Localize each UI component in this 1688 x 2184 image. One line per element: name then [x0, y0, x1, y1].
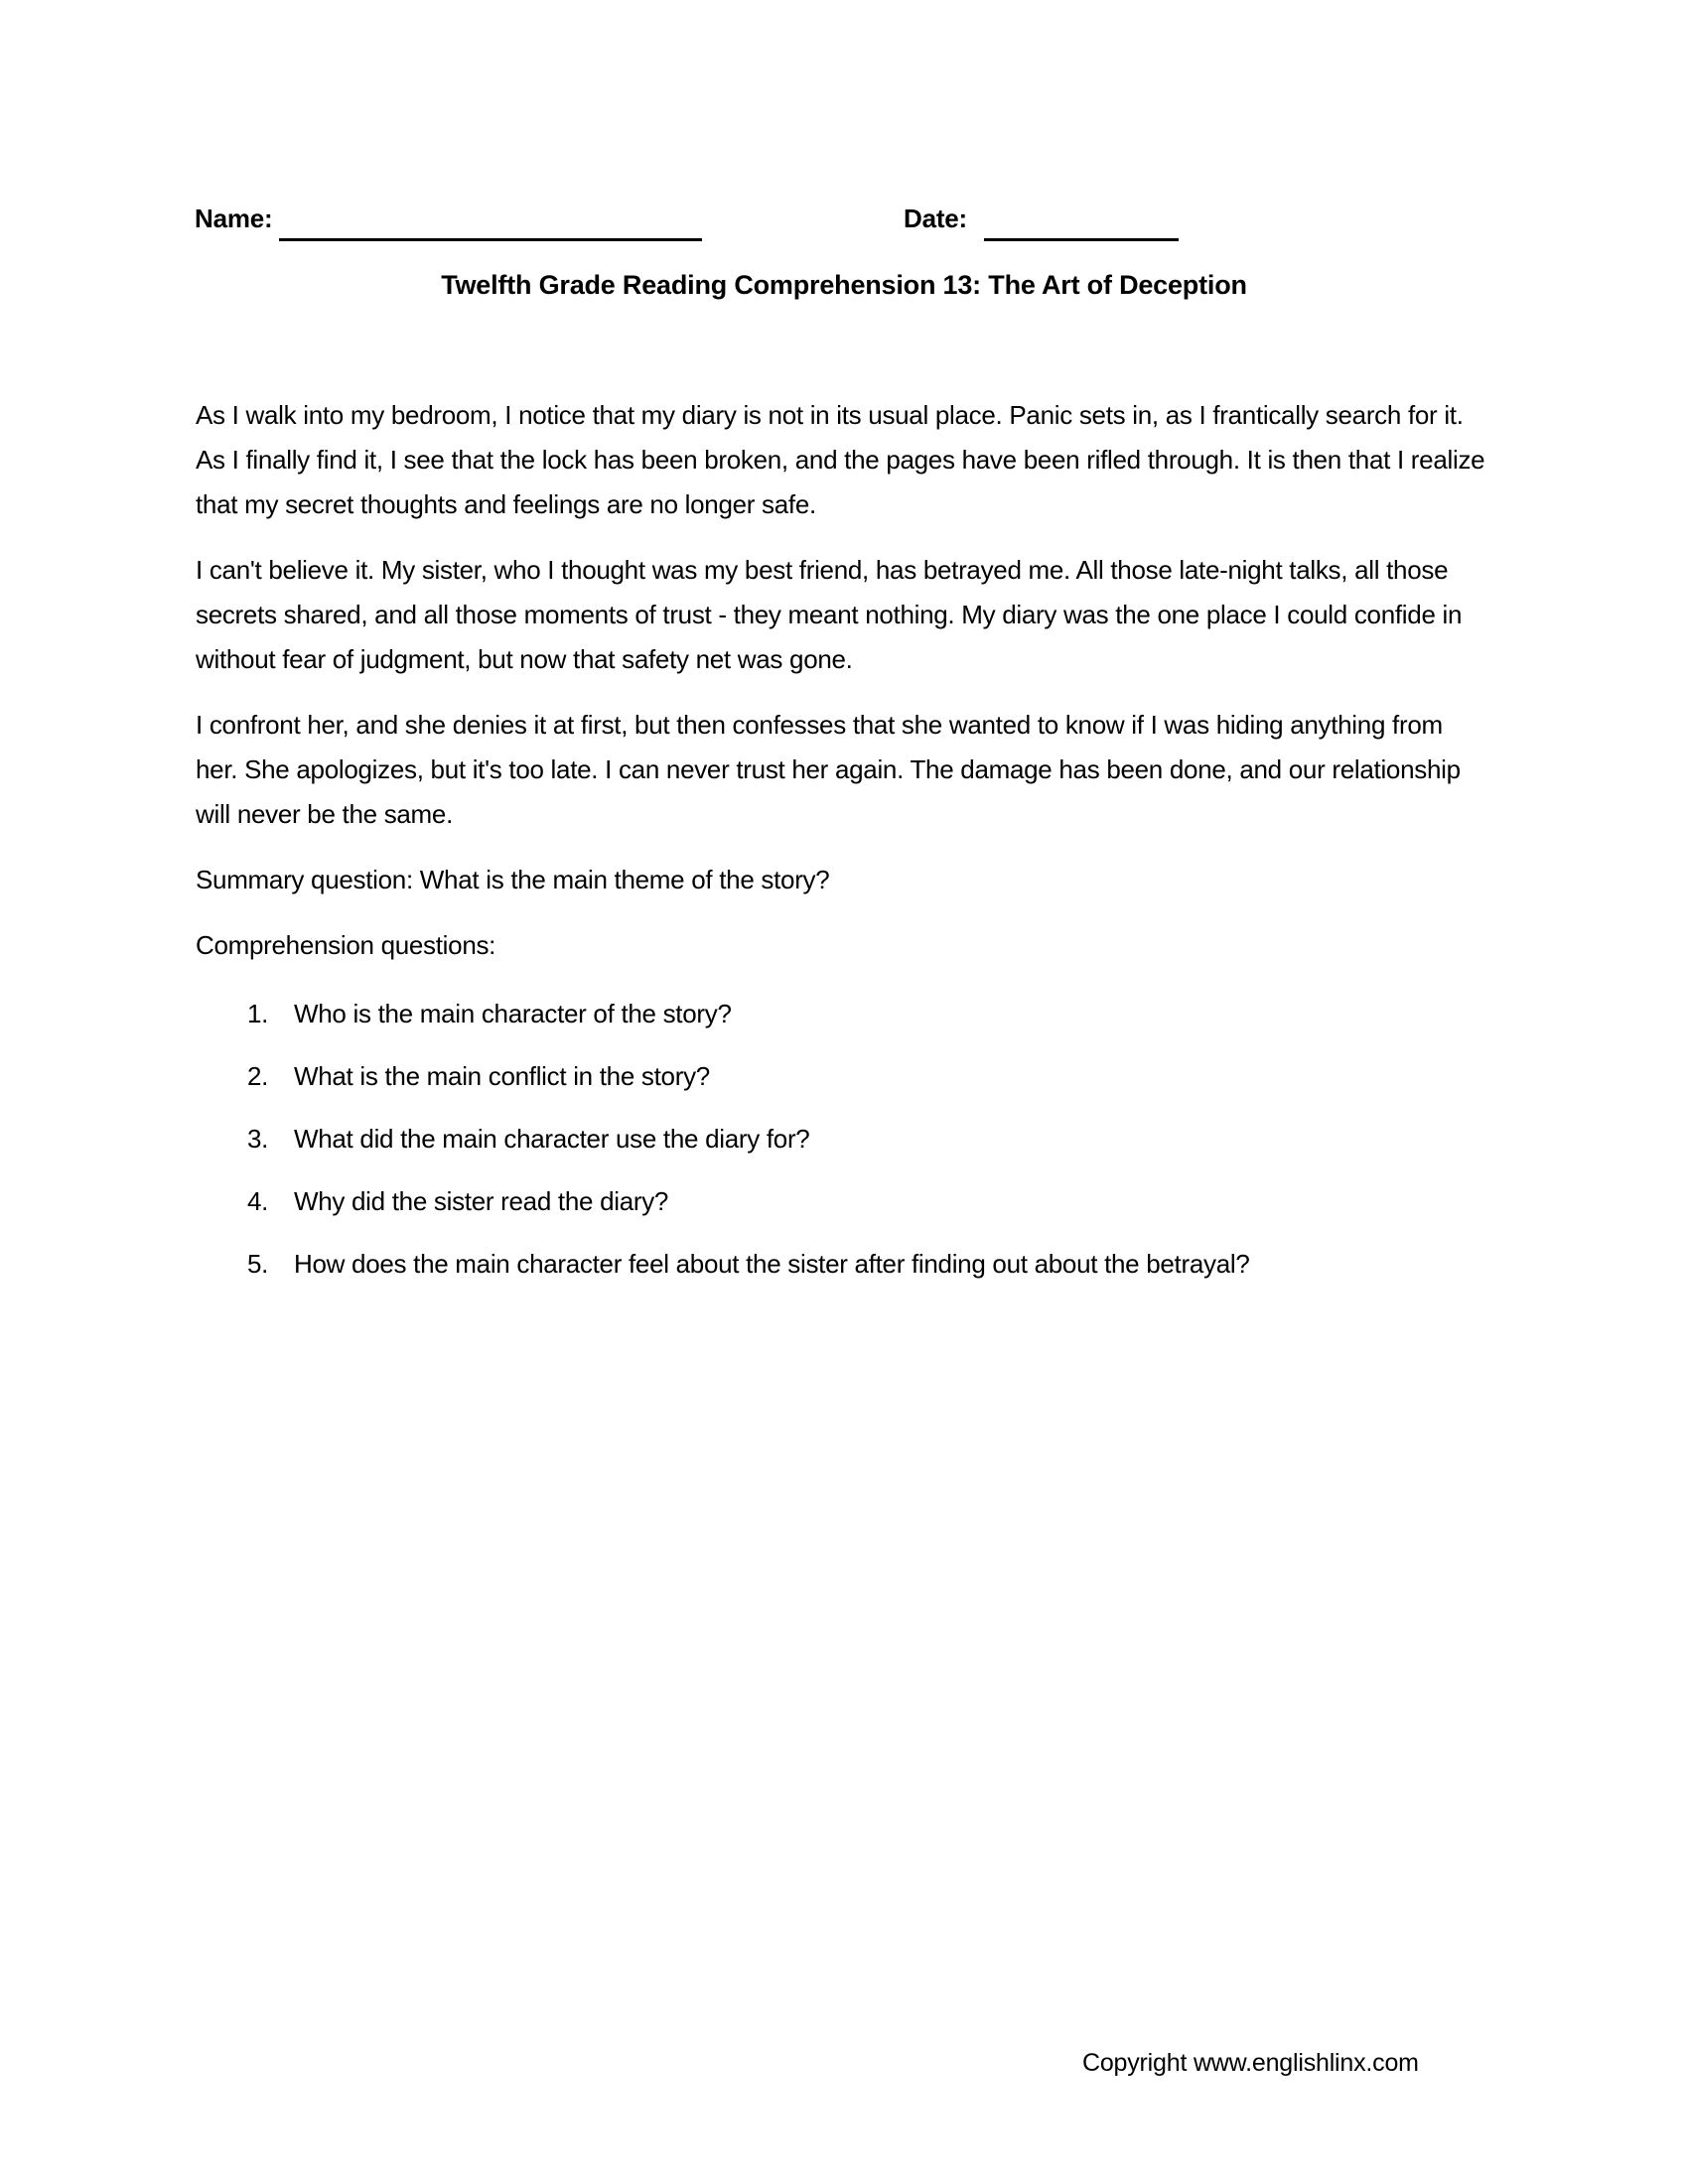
question-item-1 [247, 992, 1486, 1036]
question-number: 3. [247, 1124, 269, 1154]
date-label: Date: [904, 204, 968, 233]
question-text: What did the main character use the diary for? [294, 1124, 810, 1154]
summary-question: Summary question: What is the main theme of the story? [196, 865, 830, 894]
question-number: 2. [247, 1061, 269, 1091]
question-number: 1. [247, 999, 269, 1028]
copyright-notice: Copyright www.englishlinx.com [1082, 2049, 1419, 2077]
question-number: 5. [247, 1249, 269, 1279]
worksheet-title: Twelfth Grade Reading Comprehension 13: The Art of Deception [441, 270, 1247, 300]
question-text: What is the main conflict in the story? [294, 1061, 710, 1091]
name-blank-line [279, 206, 702, 241]
question-item-2 [247, 1054, 1486, 1099]
date-blank-line [984, 206, 1179, 241]
story-paragraph-2: I can't believe it. My sister, who I thought was my best friend, has betrayed me. All those late-night talks, all those secrets shared, and all those moments of trust - they meant nothing. My diary was the one place I could confide in without fear of judgment, but now that safety net was gone. [196, 555, 1463, 674]
question-item-4 [247, 1179, 1486, 1224]
question-item-5 [247, 1242, 1486, 1287]
story-paragraph-1: As I walk into my bedroom, I notice that my diary is not in its usual place. Panic sets in, as I frantically search for it. As I finally find it, I see that the lock has been broken, and the pages have been rifled through. It is then that I realize that my secret thoughts and feelings are no longer safe. [196, 400, 1485, 519]
question-item-3 [247, 1117, 1486, 1161]
name-label: Name: [195, 204, 273, 233]
story-paragraph-3: I confront her, and she denies it at first, but then confesses that she wanted to know if I was hiding anything from her. She apologizes, but it's too late. I can never trust her again. The damage has been done, and our relationship will never be the same. [196, 710, 1461, 829]
question-number: 4. [247, 1186, 269, 1216]
questions-heading: Comprehension questions: [196, 930, 496, 960]
question-text: Who is the main character of the story? [294, 999, 732, 1028]
question-text: Why did the sister read the diary? [294, 1186, 669, 1216]
comprehension-questions-list [196, 992, 1486, 1287]
question-text: How does the main character feel about the sister after finding out about the betrayal? [294, 1249, 1250, 1279]
story-passage [196, 393, 1486, 1304]
